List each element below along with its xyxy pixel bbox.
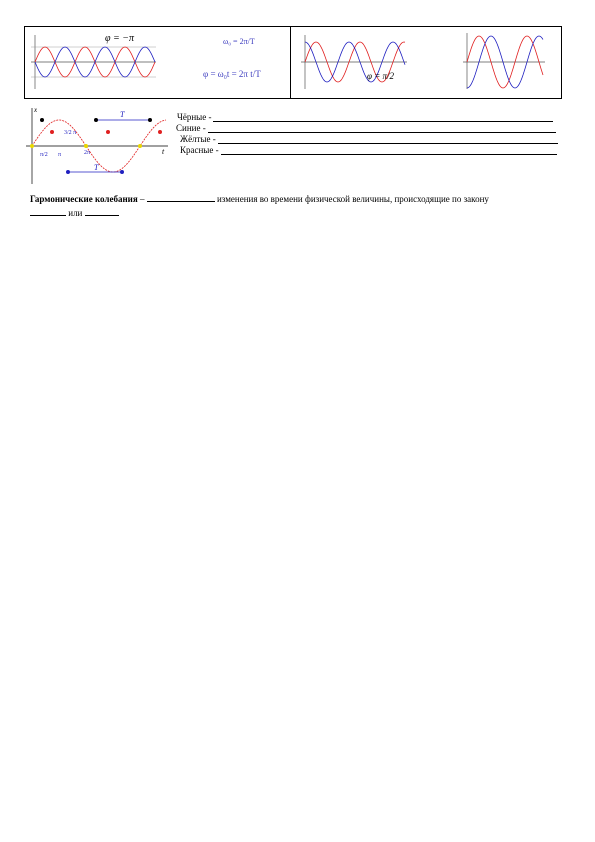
blue-point (66, 170, 70, 174)
legend-label-yellow: Жёлтые - (180, 134, 216, 144)
label-pi-half: π/2 (40, 152, 48, 158)
label-pi: π (58, 152, 62, 158)
t-axis-label: t (162, 147, 165, 156)
legend-label-red: Красные - (180, 145, 219, 155)
phase-pi-half-chart (301, 31, 411, 93)
legend-label-black: Чёрные - (177, 112, 212, 122)
definition-text: изменения во времени физической величины, происходящие по закону (214, 194, 489, 204)
legend-row-red (180, 145, 557, 155)
definition-paragraph (30, 192, 560, 220)
red-point (158, 130, 162, 134)
phase-diagram (26, 104, 171, 186)
blank-2[interactable] (30, 206, 66, 216)
omega0-formula: ω₀ = 2π/T (223, 37, 255, 46)
period-bottom-label: T (94, 163, 99, 172)
label-three-halves-pi: 3/2 π (64, 130, 77, 136)
legend-row-blue (176, 123, 556, 133)
definition-term: Гармонические колебания (30, 194, 138, 204)
y-axis-label: x (34, 106, 38, 114)
top-figure-box (24, 26, 562, 99)
red-point (106, 130, 110, 134)
blank-1[interactable] (147, 192, 215, 202)
definition-dash: – (137, 194, 147, 204)
yellow-point (84, 144, 88, 148)
answer-line[interactable] (213, 113, 553, 122)
box-divider (290, 27, 291, 98)
phi-pi-half-label: φ = π/2 (367, 71, 395, 81)
answer-line[interactable] (208, 124, 556, 133)
answer-line[interactable] (218, 135, 558, 144)
phi-minus-pi-label: φ = −π (105, 33, 135, 44)
blue-point (120, 170, 124, 174)
phase-minus-pi-chart (31, 31, 161, 93)
red-point (50, 130, 54, 134)
legend-label-blue: Синие - (176, 123, 206, 133)
answer-line[interactable] (221, 146, 557, 155)
label-two-pi: 2π (84, 150, 91, 156)
black-point (40, 118, 44, 122)
period-top-label: T (120, 110, 125, 119)
phase-formula: φ = ω₀t = 2π t/T (203, 69, 261, 79)
yellow-point (138, 144, 142, 148)
definition-or: или (66, 208, 85, 218)
legend-row-yellow (180, 134, 558, 144)
black-point (94, 118, 98, 122)
phase-shift-chart (463, 31, 549, 93)
yellow-point (30, 144, 34, 148)
legend-row-black (177, 112, 553, 122)
blank-3[interactable] (85, 206, 119, 216)
black-point (148, 118, 152, 122)
